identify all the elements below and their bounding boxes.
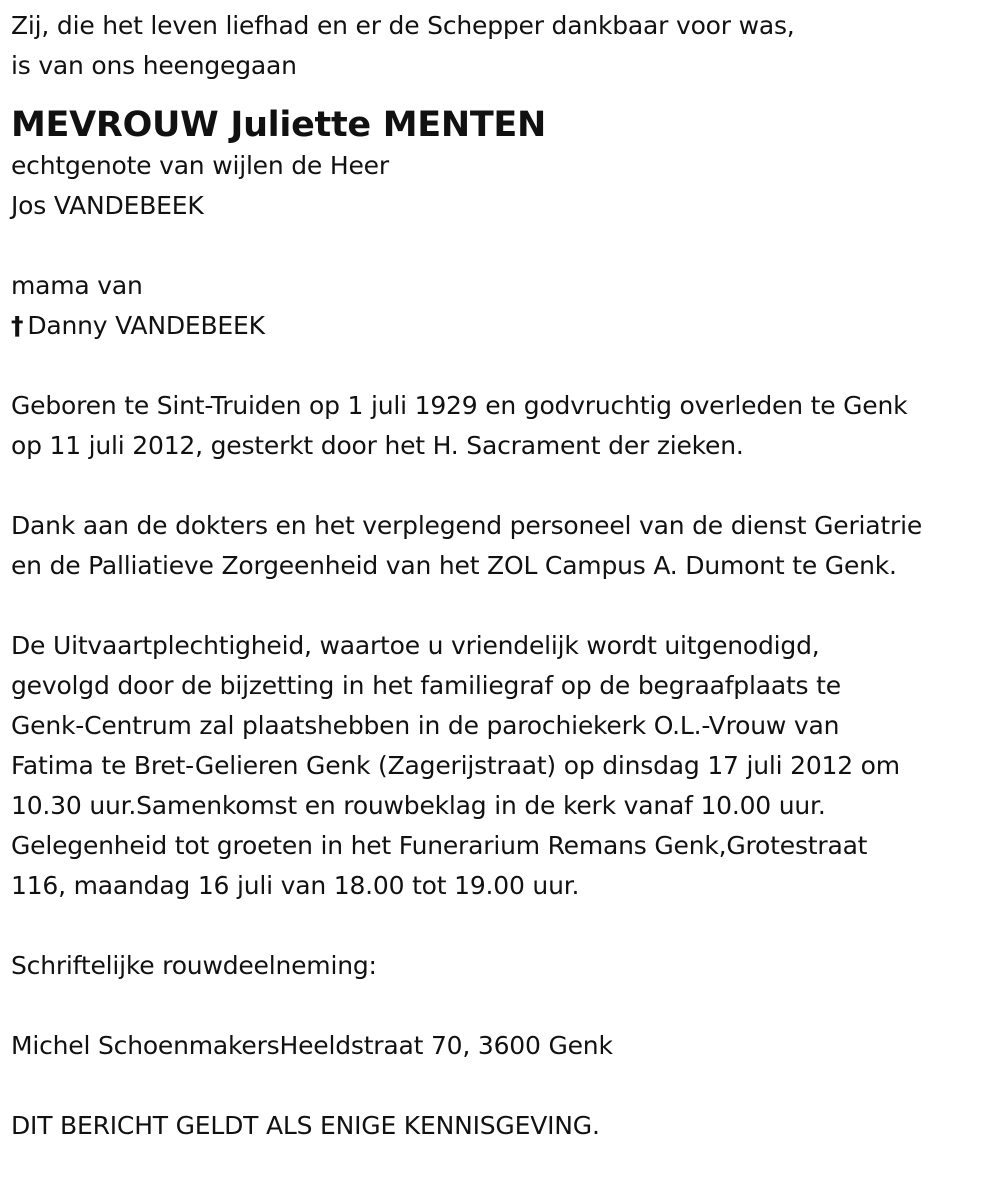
spacer	[11, 466, 1000, 506]
birth-death-line-1: Geboren te Sint-Truiden op 1 juli 1929 en godvruchtig overleden te Genk	[11, 391, 908, 420]
funeral-line-6: Gelegenheid tot groeten in het Funerarium Remans Genk,Grotestraat	[11, 831, 868, 860]
child-name: Danny VANDEBEEK	[27, 311, 265, 340]
funeral-line-4: Fatima te Bret-Gelieren Genk (Zagerijstraat) op dinsdag 17 juli 2012 om	[11, 751, 900, 780]
thanks-line-1: Dank aan de dokters en het verplegend personeel van de dienst Geriatrie	[11, 511, 923, 540]
closing-statement: DIT BERICHT GELDT ALS ENIGE KENNISGEVING.	[11, 1111, 600, 1140]
spouse-line-1: echtgenote van wijlen de Heer	[11, 151, 389, 180]
spacer	[11, 986, 1000, 1026]
condolence-address: Michel SchoenmakersHeeldstraat 70, 3600 Genk	[11, 1031, 613, 1060]
funeral-line-1: De Uitvaartplechtigheid, waartoe u vriendelijk wordt uitgenodigd,	[11, 631, 820, 660]
intro-line-1: Zij, die het leven liefhad en er de Schepper dankbaar voor was,	[11, 11, 795, 40]
funeral-line-2: gevolgd door de bijzetting in het familiegraf op de begraafplaats te	[11, 671, 841, 700]
condolence-label: Schriftelijke rouwdeelneming:	[11, 951, 377, 980]
birth-death-line-2: op 11 juli 2012, gesterkt door het H. Sacrament der zieken.	[11, 431, 744, 460]
spacer	[11, 1066, 1000, 1106]
spouse-line-2: Jos VANDEBEEK	[11, 191, 204, 220]
funeral-line-5: 10.30 uur.Samenkomst en rouwbeklag in de kerk vanaf 10.00 uur.	[11, 791, 826, 820]
spacer	[11, 346, 1000, 386]
child-item	[11, 306, 1000, 346]
funeral-line-3: Genk-Centrum zal plaatshebben in de parochiekerk O.L.-Vrouw van	[11, 711, 840, 740]
children-label: mama van	[11, 271, 143, 300]
intro-line-2: is van ons heengegaan	[11, 51, 297, 80]
deceased-name: MEVROUW Juliette MENTEN	[11, 105, 547, 145]
spacer	[11, 226, 1000, 266]
spacer	[11, 586, 1000, 626]
spacer	[11, 906, 1000, 946]
funeral-line-7: 116, maandag 16 juli van 18.00 tot 19.00 uur.	[11, 871, 580, 900]
thanks-line-2: en de Palliatieve Zorgeenheid van het ZOL Campus A. Dumont te Genk.	[11, 551, 897, 580]
cross-icon: †	[11, 311, 24, 340]
